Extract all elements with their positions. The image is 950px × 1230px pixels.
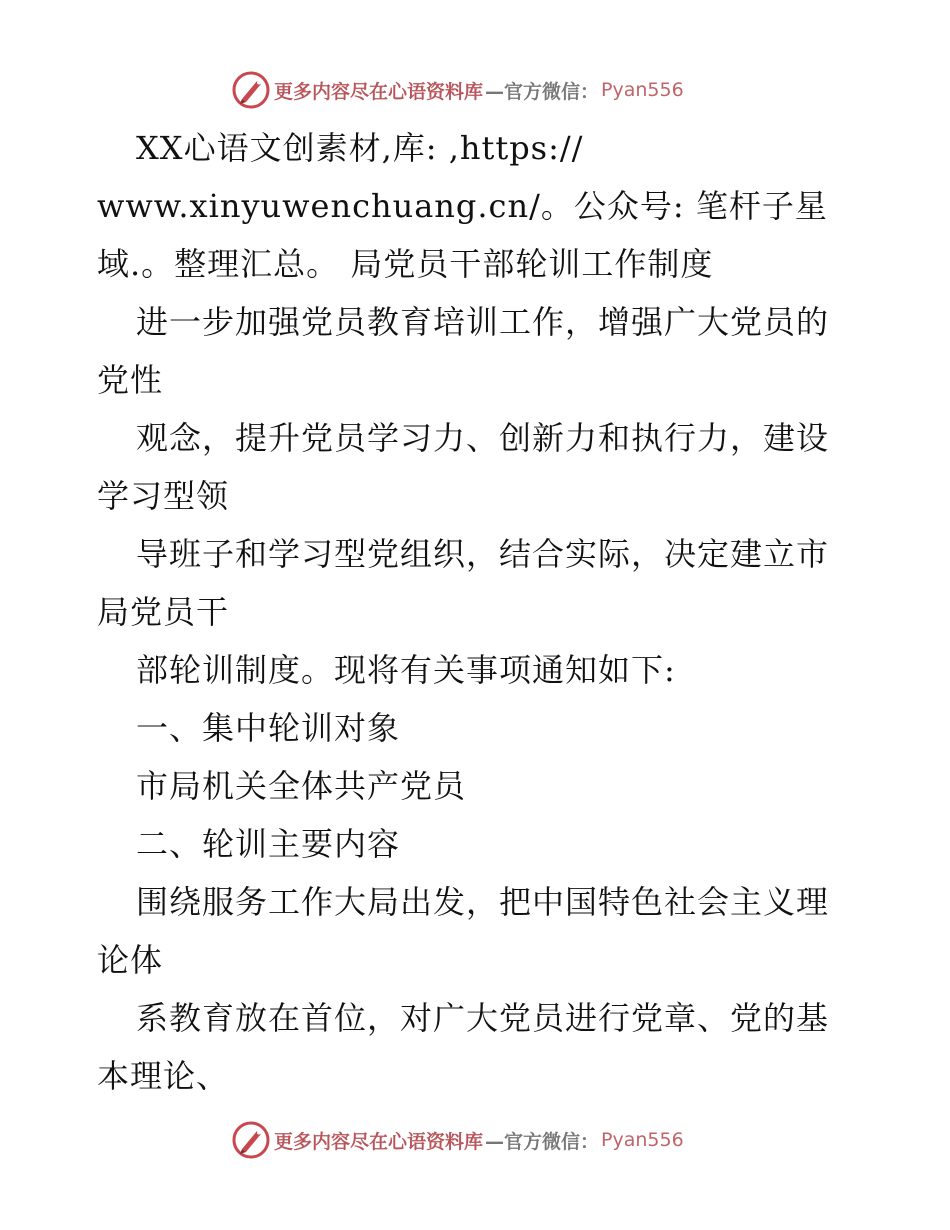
body-line-17: 本理论、 [97, 1057, 230, 1095]
body-line-5: 党性 [97, 361, 164, 399]
body-line-7: 学习型领 [97, 477, 230, 515]
banner-text-main: 更多内容尽在心语资料库 [274, 1130, 484, 1153]
banner-text-main: 更多内容尽在心语资料库 [274, 80, 484, 103]
banner-text-wechat-label: —官方微信： [485, 1130, 600, 1153]
body-line-12: 市局机关全体共产党员 [136, 767, 467, 805]
section-heading-1: 一、集中轮训对象 [136, 709, 401, 747]
body-line-15: 论体 [97, 941, 164, 979]
pen-logo-icon [230, 1119, 272, 1161]
section-heading-2: 二、轮训主要内容 [136, 825, 401, 863]
pen-logo-icon [230, 69, 272, 111]
body-line-10: 部轮训制度。现将有关事项通知如下: [136, 651, 676, 689]
body-line-14: 围绕服务工作大局出发，把中国特色社会主义理 [136, 883, 830, 921]
body-line-8: 导班子和学习型党组织，结合实际，决定建立市 [136, 535, 830, 573]
body-line-16: 系教育放在首位，对广大党员进行党章、党的基 [136, 999, 830, 1037]
header-banner [230, 68, 750, 112]
banner-text-wechat-id: Pyan556 [601, 1129, 684, 1151]
body-line-9: 局党员干 [97, 593, 230, 631]
banner-text-wechat-label: —官方微信： [485, 80, 600, 103]
body-line-2: www.xinyuwenchuang.cn/。公众号: 笔杆子星 [97, 187, 828, 225]
body-line-6: 观念，提升党员学习力、创新力和执行力，建设 [136, 419, 830, 457]
body-line-4: 进一步加强党员教育培训工作，增强广大党员的 [136, 303, 830, 341]
banner-text-wechat-id: Pyan556 [601, 79, 684, 101]
body-line-3: 域.。整理汇总。 局党员干部轮训工作制度 [97, 245, 714, 283]
footer-banner [230, 1118, 750, 1162]
body-line-1: XX心语文创素材,库: ,https:// [136, 129, 584, 167]
